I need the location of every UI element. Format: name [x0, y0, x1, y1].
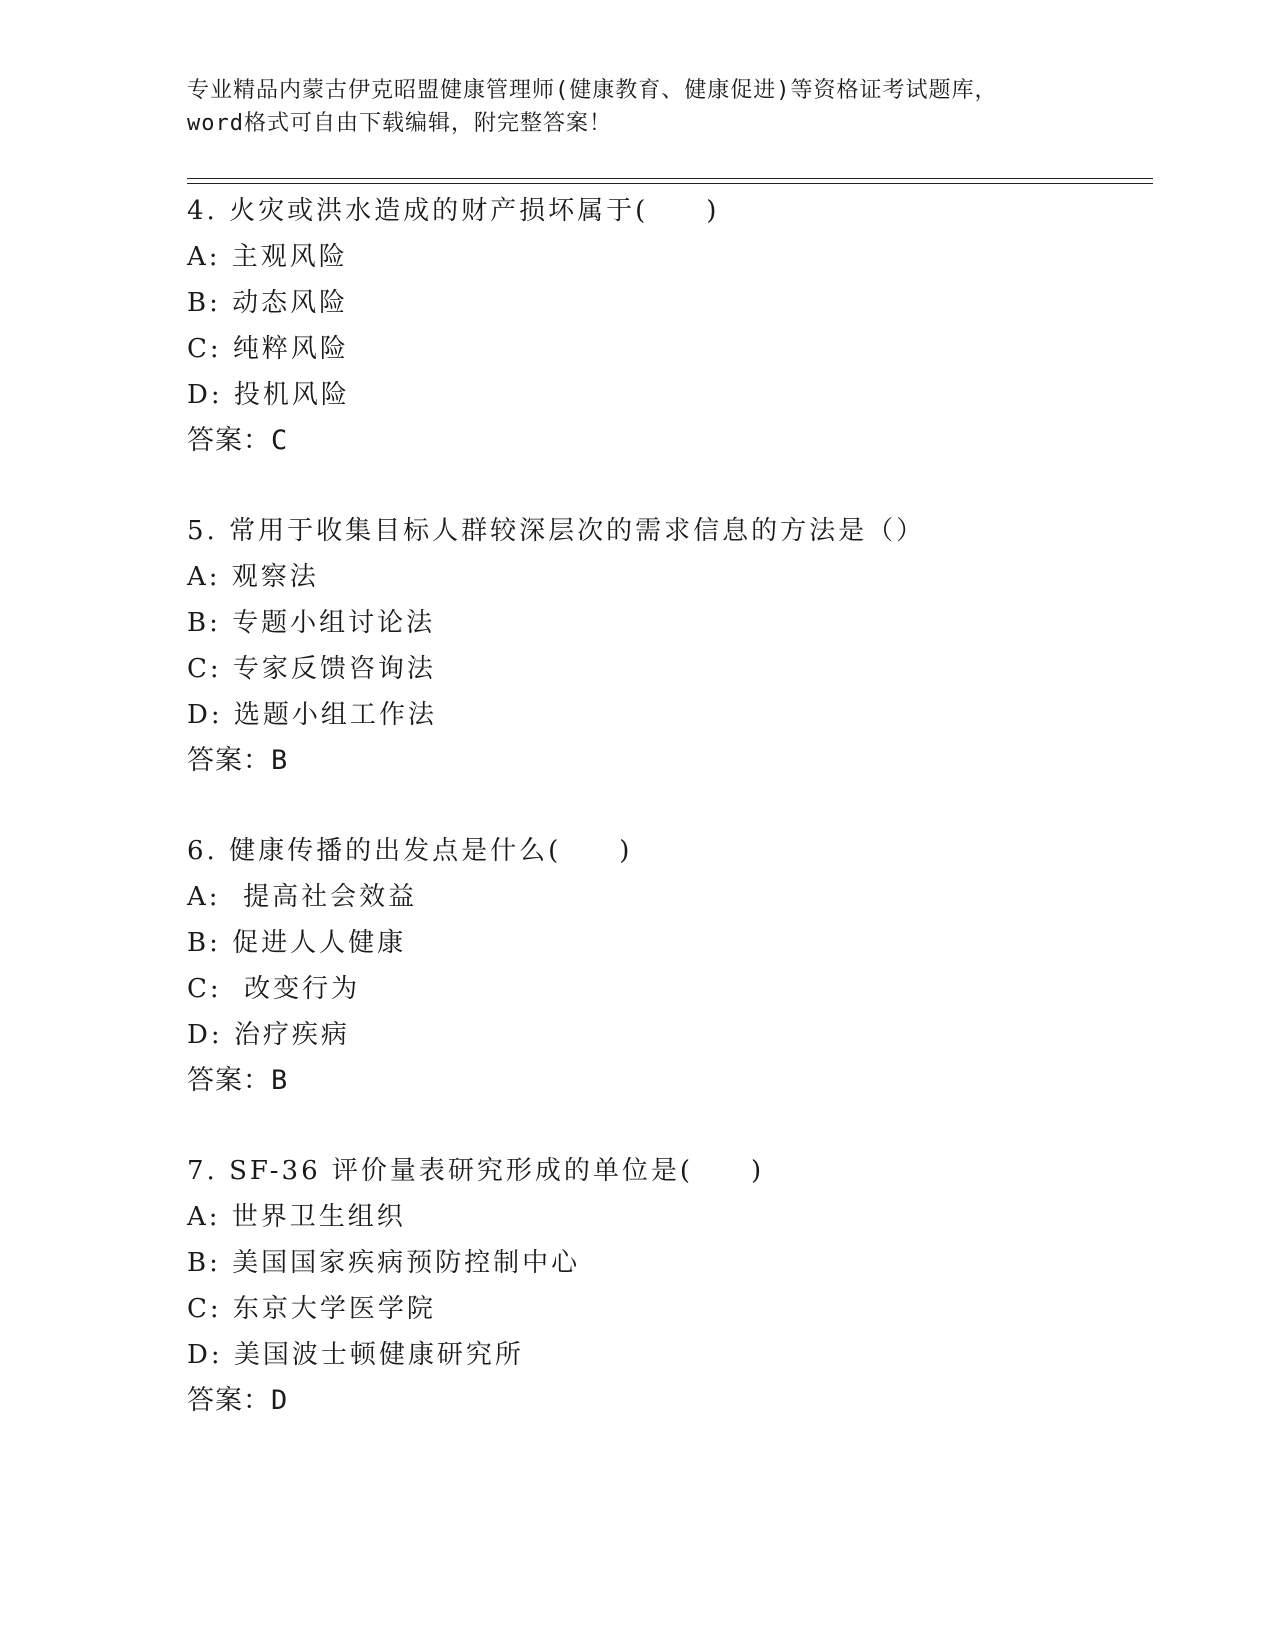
header-line-2: word格式可自由下载编辑，附完整答案！ [187, 111, 612, 136]
option-d: D: 选题小组工作法 [187, 700, 437, 730]
question-list [187, 188, 1153, 1424]
answer-label: 答案：B [187, 1065, 289, 1096]
option-c: C: 改变行为 [187, 974, 361, 1004]
option-d: D: 治疗疾病 [187, 1020, 350, 1050]
answer-label: 答案：C [187, 425, 289, 456]
question-4 [187, 188, 1153, 464]
question-stem: 4. 火灾或洪水造成的财产损坏属于( ) [187, 196, 720, 226]
option-b: B: 促进人人健康 [187, 928, 407, 958]
question-7 [187, 1148, 1153, 1424]
document-header [187, 74, 1087, 140]
option-b: B: 美国国家疾病预防控制中心 [187, 1248, 581, 1278]
option-c: C: 专家反馈咨询法 [187, 654, 436, 684]
header-divider-top [187, 178, 1153, 179]
option-a: A: 主观风险 [187, 242, 348, 272]
option-c: C: 纯粹风险 [187, 334, 349, 364]
question-stem: 6. 健康传播的出发点是什么( ) [187, 836, 633, 866]
answer-label: 答案：D [187, 1385, 289, 1416]
option-a: A: 观察法 [187, 562, 319, 592]
option-c: C: 东京大学医学院 [187, 1294, 436, 1324]
option-a: A: 世界卫生组织 [187, 1202, 406, 1232]
question-6 [187, 828, 1153, 1104]
answer-label: 答案：B [187, 745, 289, 776]
header-divider-bottom [187, 183, 1153, 184]
option-d: D: 投机风险 [187, 380, 350, 410]
header-line-1: 专业精品内蒙古伊克昭盟健康管理师(健康教育、健康促进)等资格证考试题库， [187, 78, 998, 103]
question-5 [187, 508, 1153, 784]
question-stem: 5. 常用于收集目标人群较深层次的需求信息的方法是（） [187, 516, 926, 546]
option-a: A: 提高社会效益 [187, 882, 418, 912]
option-b: B: 专题小组讨论法 [187, 608, 436, 638]
option-b: B: 动态风险 [187, 288, 349, 318]
option-d: D: 美国波士顿健康研究所 [187, 1340, 524, 1370]
question-stem: 7. SF-36 评价量表研究形成的单位是( ) [187, 1156, 765, 1186]
